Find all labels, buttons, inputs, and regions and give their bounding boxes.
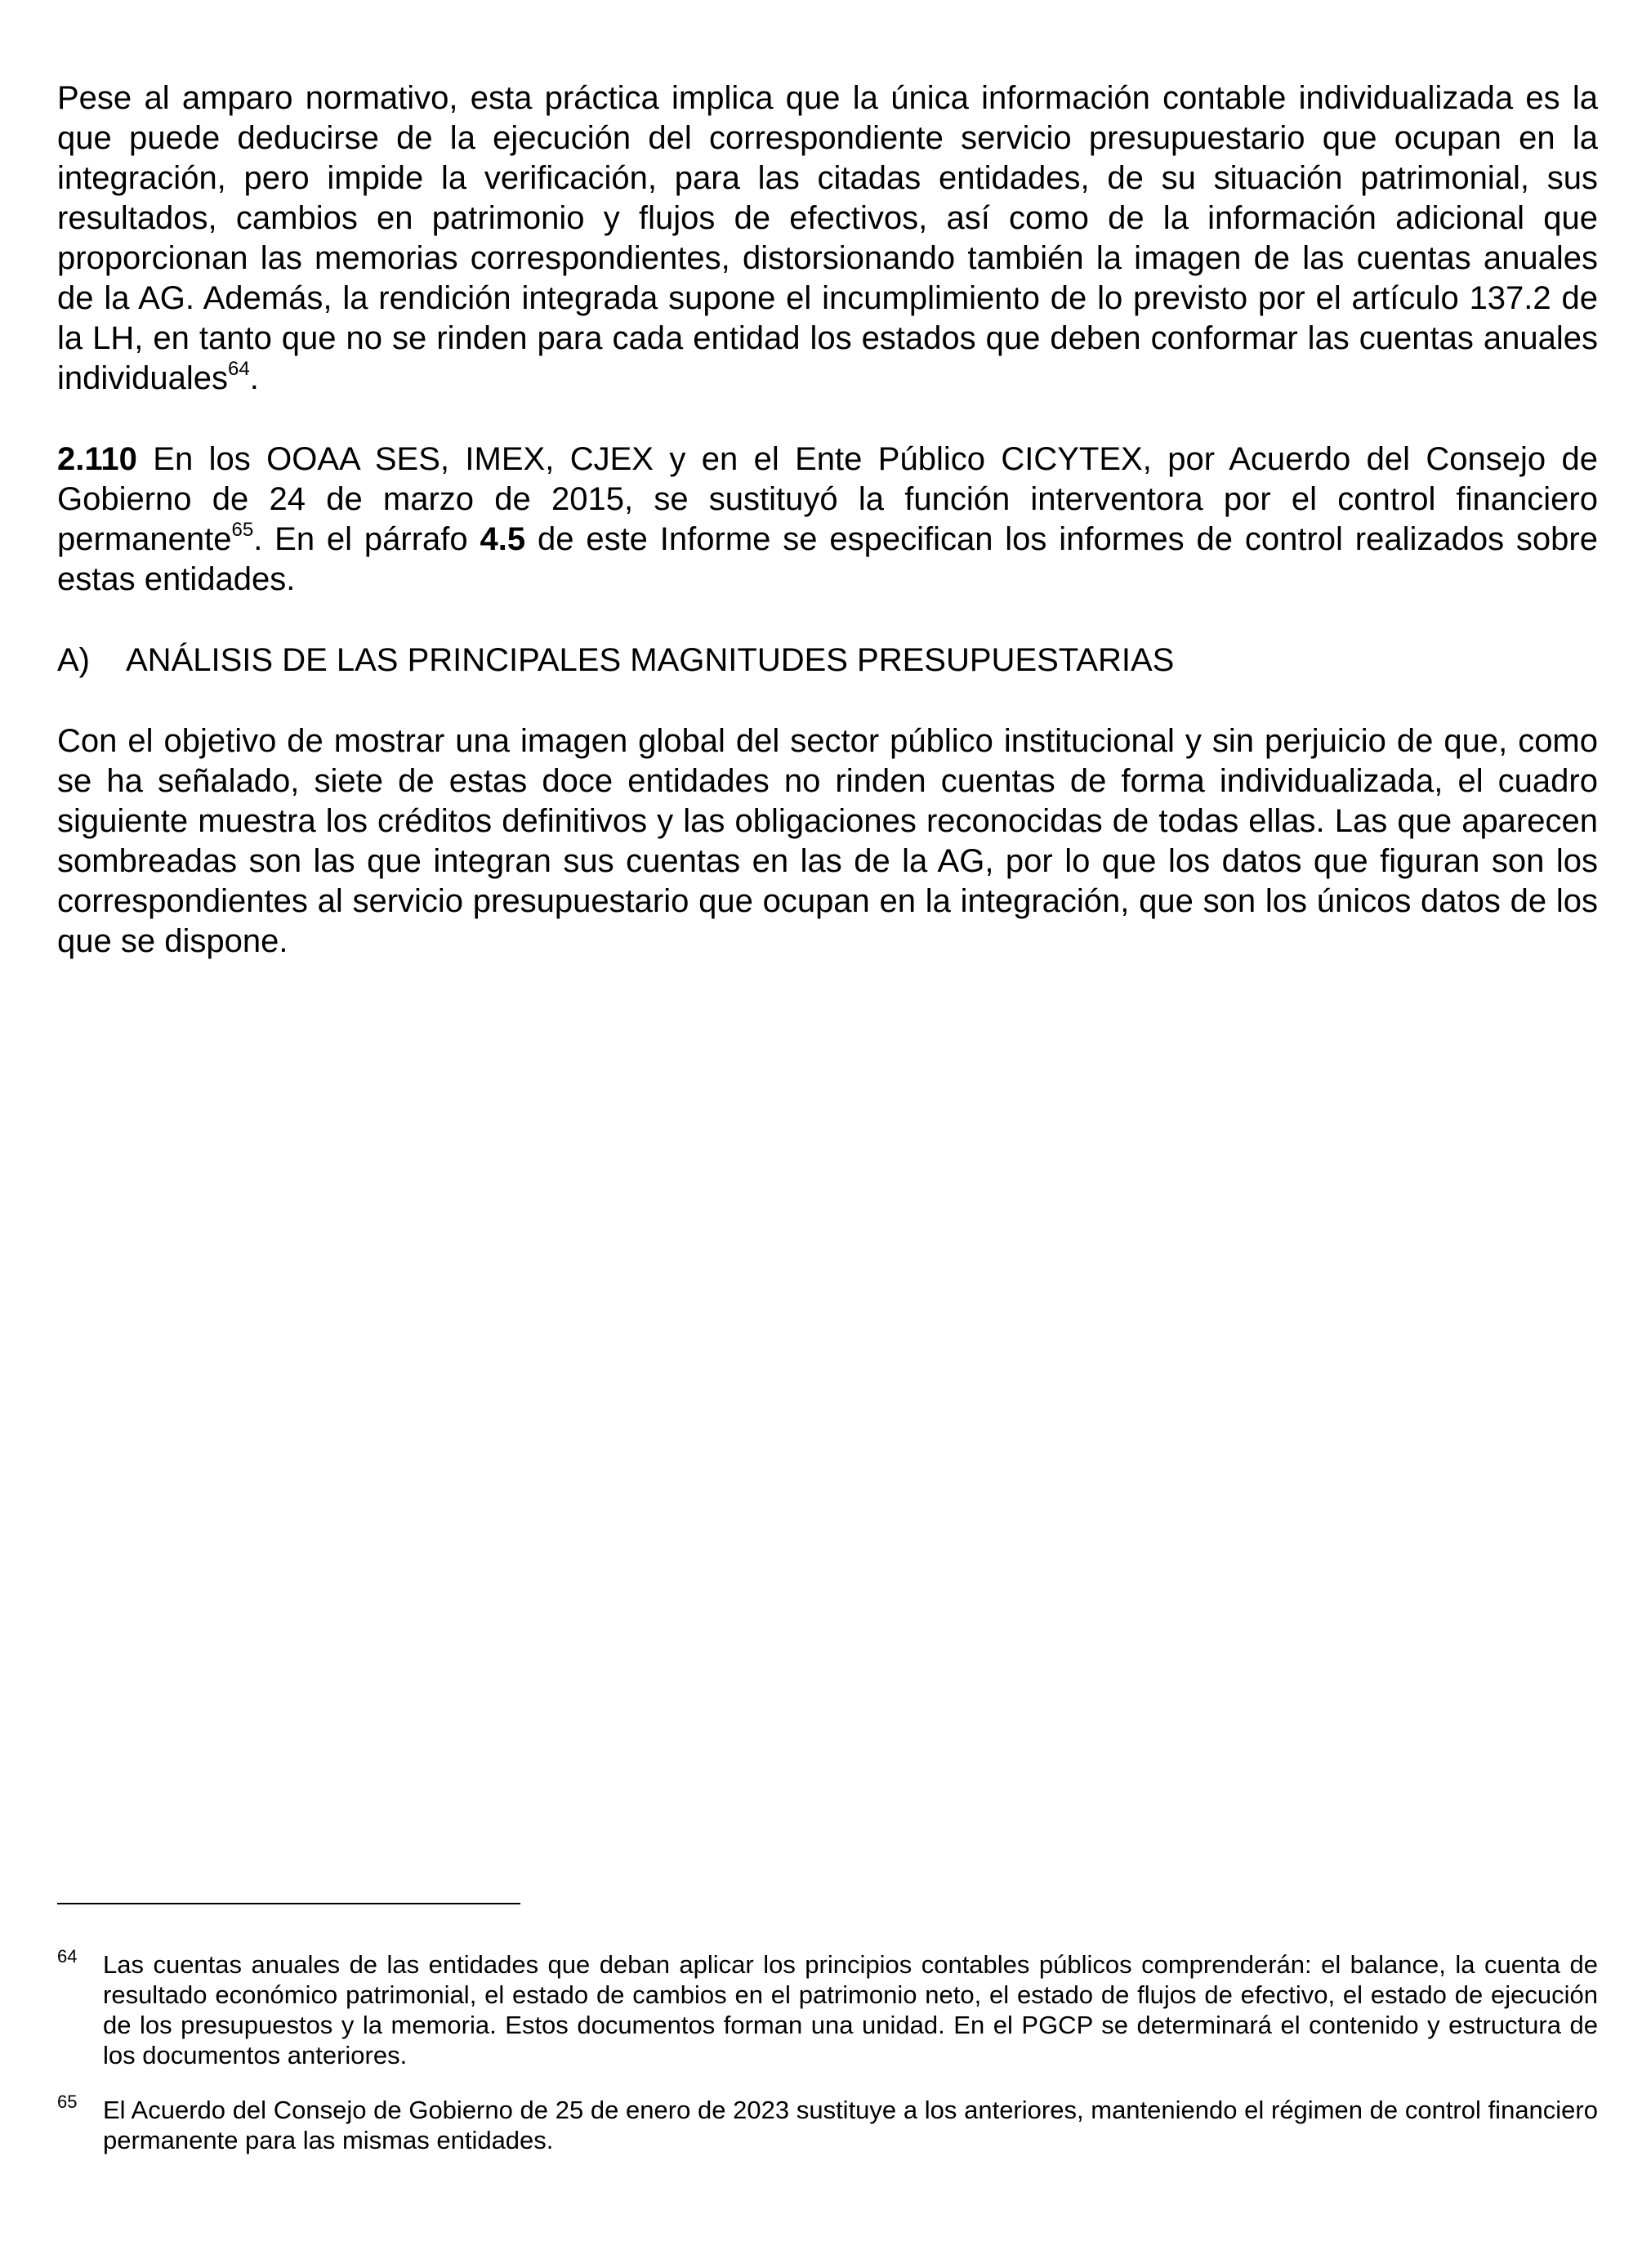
paragraph-3-text: Con el objetivo de mostrar una imagen global del sector público institucional y sin perjuicio de que, como se ha señalado, siete de estas doce entidades no rinden cuentas de forma individualizada, el cuadro siguiente muestra los créditos definitivos y las obligaciones reconocidas de todas ellas. Las que aparecen sombreadas son las que integran sus cuentas en las de la AG, por lo que los datos que figuran son los correspondientes al servicio presupuestario que ocupan en la integración, que son los únicos datos de los que se dispone. xyxy=(57,723,1598,959)
paragraph-cross-reference: 4.5 xyxy=(480,521,526,557)
paragraph-1-end: . xyxy=(249,360,259,396)
footnote-separator xyxy=(57,1903,520,1904)
footnote-65 xyxy=(57,2092,1598,2155)
paragraph-1-text: Pese al amparo normativo, esta práctica implica que la única información contable individualizada es la que puede deducirse de la ejecución del correspondiente servicio presupuestario que ocupan en la integración, pero impide la verificación, para las citadas entidades, de su situación patrimonial, sus resultados, cambios en patrimonio y flujos de efectivos, así como de la información adicional que proporcionan las memorias correspondientes, distorsionando también la imagen de las cuentas anuales de la AG. Además, la rendición integrada supone el incumplimiento de lo previsto por el artículo 137.2 de la LH, en tanto que no se rinden para cada entidad los estados que deben conformar las cuentas anuales individuales xyxy=(57,80,1598,396)
footnote-number: 64 xyxy=(57,1946,78,1967)
footnote-text: Las cuentas anuales de las entidades que deban aplicar los principios contables públicos comprenderán: el balance, la cuenta de resultado económico patrimonial, el estado de cambios en el patrimonio neto, el estado de flujos de efectivo, el estado de ejecución de los presupuestos y la memoria. Estos documentos forman una unidad. En el PGCP se determinará el contenido y estructura de los documentos anteriores. xyxy=(103,1950,1598,2069)
paragraph-1 xyxy=(57,78,1598,399)
footnote-number: 65 xyxy=(57,2092,78,2112)
footnote-ref-64[interactable]: 64 xyxy=(228,357,250,380)
paragraph-2-text-c: de este Informe se especifican los informes de control realizados sobre estas entidades. xyxy=(57,521,1598,597)
footnote-64 xyxy=(57,1946,1598,2070)
document-body xyxy=(57,78,1598,1002)
footnotes xyxy=(57,1946,1598,2180)
paragraph-number: 2.110 xyxy=(57,441,137,477)
footnote-ref-65[interactable]: 65 xyxy=(231,518,254,541)
section-heading xyxy=(57,641,1598,681)
section-letter: A) xyxy=(57,642,90,678)
paragraph-2-text-a: En los OOAA SES, IMEX, CJEX y en el Ente Público CICYTEX, por Acuerdo del Consejo de Gobierno de 24 de marzo de 2015, se sustituyó la función interventora por el control financiero permanente xyxy=(57,441,1598,557)
paragraph-2-text-b: . En el párrafo xyxy=(253,521,480,557)
footnote-text: El Acuerdo del Consejo de Gobierno de 25 de enero de 2023 sustituye a los anteriores, manteniendo el régimen de control financiero permanente para las mismas entidades. xyxy=(103,2096,1598,2154)
paragraph-3 xyxy=(57,721,1598,962)
section-title: ANÁLISIS DE LAS PRINCIPALES MAGNITUDES PRESUPUESTARIAS xyxy=(126,642,1175,678)
paragraph-2 xyxy=(57,440,1598,600)
